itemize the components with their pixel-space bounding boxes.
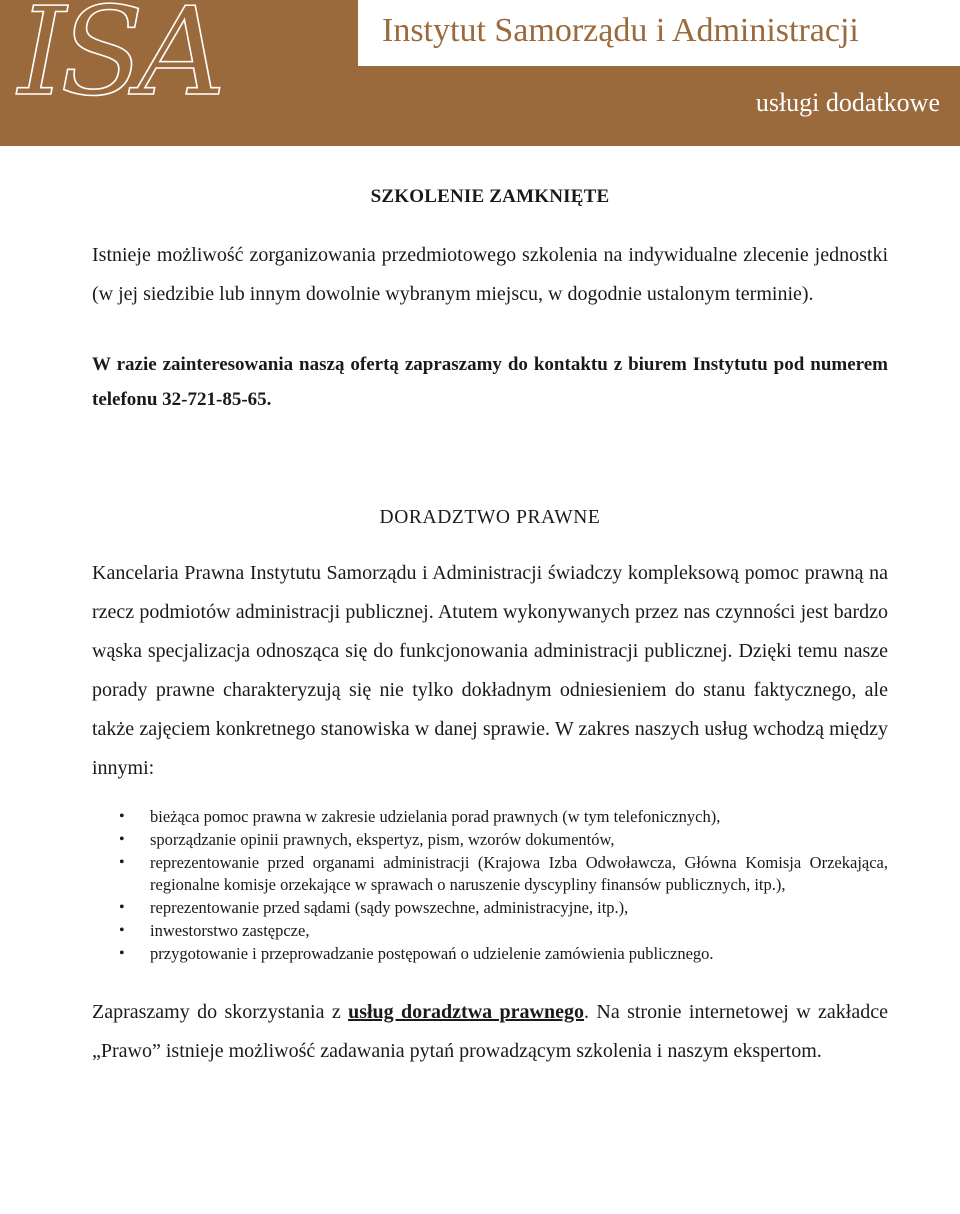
institute-title: Instytut Samorządu i Administracji [382, 12, 859, 49]
list-item: • sporządzanie opinii prawnych, ekspertyz, pism, wzorów dokumentów, [119, 830, 615, 849]
heading-closed-training: SZKOLENIE ZAMKNIĘTE [370, 186, 610, 207]
bullet-icon: • [119, 808, 125, 825]
list-item: • reprezentowanie przed sądami (sądy powszechne, administracyjne, itp.), [119, 898, 629, 917]
list-item: • bieżąca pomoc prawna w zakresie udzielania porad prawnych (w tym telefonicznych), [119, 807, 721, 826]
heading-legal-advice: DORADZTWO PRAWNE [379, 507, 601, 528]
closing-paragraph: Zapraszamy do skorzystania z usług doradztwa prawnego. Na stronie internetowej w zakładce „Prawo” istnieje możliwość zadawania pytań prowadzącym szkolenia i naszym ekspertom. [92, 1001, 888, 1062]
bullet-icon: • [119, 945, 125, 962]
logo-lettering: ISA [18, 0, 220, 116]
legal-advice-link[interactable]: usług doradztwa prawnego [348, 1001, 584, 1023]
isa-logo [8, 0, 358, 116]
header-bar [0, 0, 960, 146]
list-item: • przygotowanie i przeprowadzanie postępowań o udzielenie zamówienia publicznego. [119, 944, 714, 963]
page-subtitle: usługi dodatkowe [755, 88, 940, 117]
bullet-icon: • [119, 854, 125, 871]
closed-training-paragraph: Istnieje możliwość zorganizowania przedmiotowego szkolenia na indywidualne zlecenie jednostki (w jej siedzibie lub innym dowolnie wybranym miejscu, w dogodnie ustalonym terminie). [92, 244, 888, 305]
document-content [92, 186, 888, 1071]
bullet-icon: • [119, 922, 125, 939]
list-item: • inwestorstwo zastępcze, [119, 921, 310, 940]
legal-advice-paragraph: Kancelaria Prawna Instytutu Samorządu i Administracji świadczy kompleksową pomoc prawną na rzecz podmiotów administracji publicznej. Atutem wykonywanych przez nas czynności jest bardzo wąska specjalizacja odnosząca się do funkcjonowania administracji publicznej. Dzięki temu nasze porady prawne charakteryzują się nie tylko dokładnym odniesieniem do stanu faktycznego, ale także zajęciem konkretnego stanowiska w danej sprawie. W zakres naszych usług wchodzą między innymi: [92, 562, 888, 779]
bullet-icon: • [119, 899, 125, 916]
contact-paragraph: W razie zainteresowania naszą ofertą zapraszamy do kontaktu z biurem Instytutu pod numerem telefonu 32-721-85-65. [92, 354, 888, 410]
list-item: • reprezentowanie przed organami administracji (Krajowa Izba Odwoławcza, Główna Komisja Orzekająca, regionalne komisje orzekające w sprawach o naruszenie dyscypliny finansów publicznych, itp.), [119, 853, 888, 894]
services-list [92, 806, 888, 965]
bullet-icon: • [119, 831, 125, 848]
